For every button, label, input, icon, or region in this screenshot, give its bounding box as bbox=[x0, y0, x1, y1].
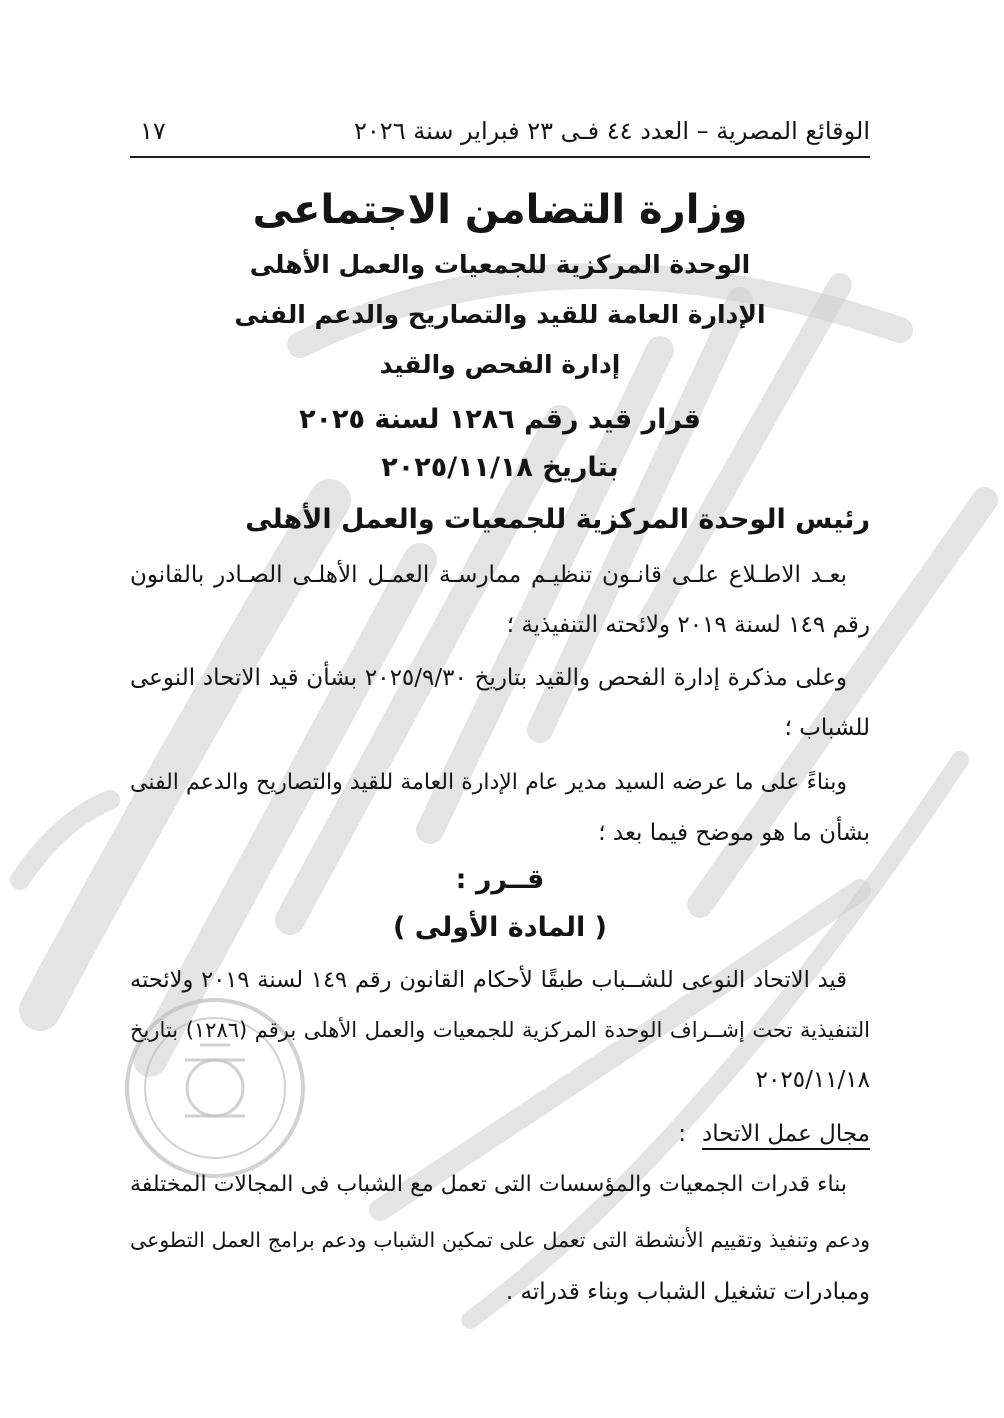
issue-header: الوقائع المصرية – العدد ٤٤ فـى ٢٣ فبراير سنة ٢٠٢٦ bbox=[354, 117, 870, 145]
article-line-3: ٢٠٢٥/١١/١٨ bbox=[755, 1067, 870, 1093]
field-label: مجال عمل الاتحاد bbox=[702, 1121, 870, 1147]
article-line-2: التنفيذية تحت إشــراف الوحدة المركزية للجمعيات والعمل الأهلى برقم (١٢٨٦) بتاريخ bbox=[130, 1018, 870, 1042]
issuer-heading: رئيس الوحدة المركزية للجمعيات والعمل الأهلى bbox=[245, 504, 870, 535]
preamble-3-line-2: بشأن ما هو موضح فيما بعد ؛ bbox=[598, 820, 870, 846]
decision-date: بتاريخ ٢٠٢٥/١١/١٨ bbox=[381, 452, 619, 483]
field-line-2: ودعم وتنفيذ وتقييم الأنشطة التى تعمل على تمكين الشباب ودعم برامج العمل التطوعى bbox=[130, 1228, 870, 1252]
decided-heading: قــرر : bbox=[455, 864, 545, 895]
unit-title: الوحدة المركزية للجمعيات والعمل الأهلى bbox=[249, 250, 751, 279]
page-number: ١٧ bbox=[140, 117, 166, 145]
field-heading bbox=[130, 1109, 870, 1159]
preamble-1-line-2: رقم ١٤٩ لسنة ٢٠١٩ ولائحته التنفيذية ؛ bbox=[506, 612, 870, 638]
article-heading: ( المادة الأولى ) bbox=[393, 912, 607, 943]
ministry-title: وزارة التضامن الاجتماعى bbox=[252, 187, 748, 233]
decision-title: قرار قيد رقم ١٢٨٦ لسنة ٢٠٢٥ bbox=[299, 404, 701, 435]
header-rule bbox=[130, 156, 870, 158]
preamble-1-line-1: بعـد الاطـلاع علـى قانـون تنظيـم ممارسـة العمـل الأهلـى الصـادر بالقانون bbox=[130, 562, 847, 588]
field-line-1: بناء قدرات الجمعيات والمؤسسات التى تعمل مع الشباب فى المجالات المختلفة bbox=[130, 1172, 847, 1197]
field-line-3: ومبادرات تشغيل الشباب وبناء قدراته . bbox=[505, 1279, 870, 1305]
preamble-2-line-1: وعلى مذكرة إدارة الفحص والقيد بتاريخ ٢٠٢٥/٩/٣٠ بشأن قيد الاتحاد النوعى bbox=[130, 665, 847, 691]
department-title: الإدارة العامة للقيد والتصاريح والدعم الفنى bbox=[234, 300, 766, 329]
preamble-3-line-1: وبناءً على ما عرضه السيد مدير عام الإدارة العامة للقيد والتصاريح والدعم الفنى bbox=[130, 770, 847, 795]
section-title: إدارة الفحص والقيد bbox=[379, 350, 621, 379]
preamble-2-line-2: للشباب ؛ bbox=[784, 715, 870, 741]
field-colon: : bbox=[678, 1121, 687, 1147]
article-line-1: قيد الاتحاد النوعى للشــباب طبقًا لأحكام القانون رقم ١٤٩ لسنة ٢٠١٩ ولائحته bbox=[130, 967, 847, 993]
